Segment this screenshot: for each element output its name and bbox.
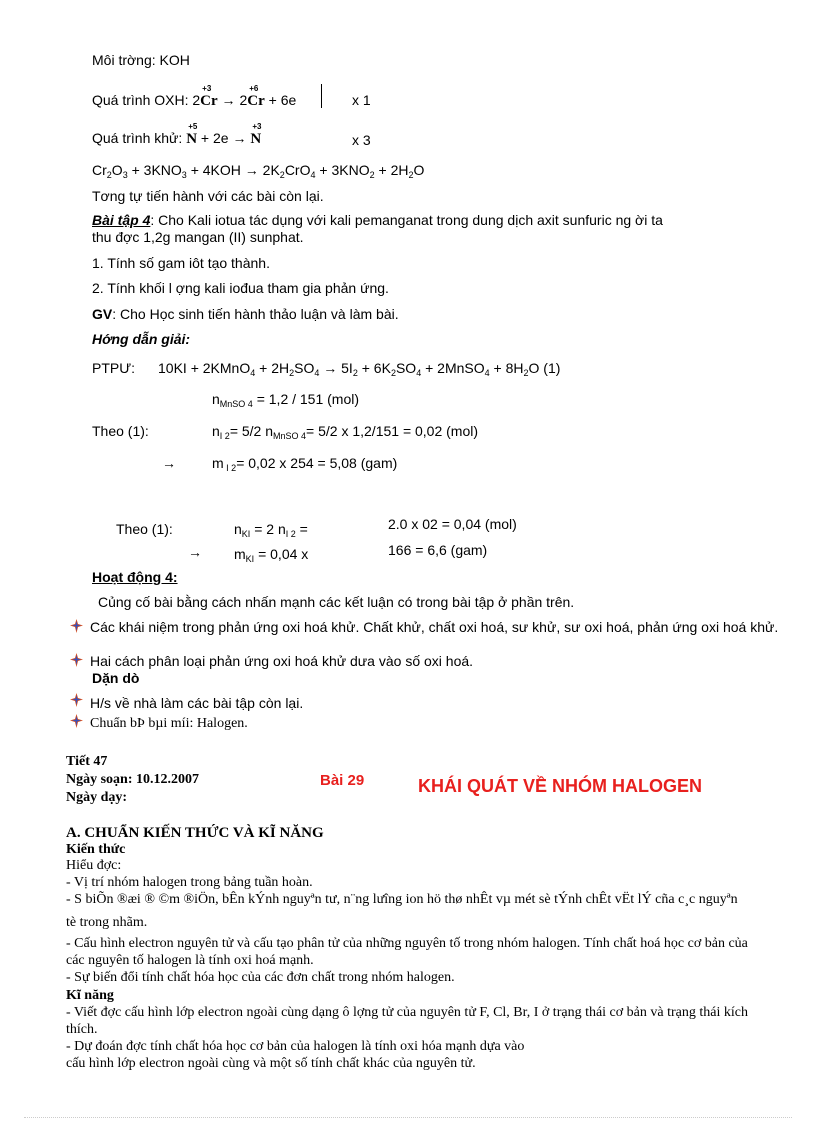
text-cursor — [321, 84, 322, 108]
homework-heading: Dặn dò — [92, 670, 140, 686]
bullet-prepare: Chuẩn bÞ bµi míi: Halogen. — [90, 716, 248, 731]
arrow-1: → — [162, 455, 176, 471]
n-i2-line: $n_{I 2}= 5/2$ $n_{MnSO 4}= 5/2$ x 1,2/151 = 0,02 (mol) — [212, 423, 479, 441]
section-a-heading: A. CHUẨN KIẾN THỨC VÀ KĨ NĂNG — [66, 825, 324, 841]
pin-bullet-icon — [70, 692, 87, 710]
oxidation-process-line: Quá trình OXH: 2 +3 Cr → 2 +6 Cr + 6e — [92, 84, 297, 109]
skills-heading: Kĩ năng — [66, 988, 114, 1003]
arrow-2: → — [188, 544, 202, 560]
knowledge-item-2: - S biÕn ®æi ® ©m ®iÖn, bÊn kÝnh nguyªn tư, n¨ng lưîng ion hö thø nhÊt vµ mét sè tÝnh chÊt vËt lÝ cña c¸c nguyªn — [66, 892, 738, 907]
skill-item-2-cont: cấu hình lớp electron ngoài cùng và một số tính chất khác của nguyên tử. — [66, 1056, 476, 1071]
consolidation-text: Củng cố bài bằng cách nhấn mạnh các kết luận có trong bài tập ở phần trên. — [98, 594, 575, 610]
page-bottom-rule — [24, 1117, 792, 1118]
theo-label-2: Theo (1): — [116, 521, 173, 537]
n-ki-result: 2.0 x 02 = 0,04 (mol) — [388, 516, 517, 532]
teacher-instruction: GV: Cho Học sinh tiến hành thảo luận và làm bài. — [92, 306, 399, 322]
skill-item-1: - Viết đợc cấu hình lớp electron ngoài cùng dạng ô lợng tử của nguyên tử F, Cl, Br, I ở trạng thái cơ bản và trạng thái kích thích. — [66, 1005, 748, 1037]
m-ki-result: 166 = 6,6 (gam) — [388, 542, 488, 558]
n-ki-line: $n_{KI} = 2$ $n_{I 2}$ = — [234, 521, 308, 539]
knowledge-item-1: - Vị trí nhóm halogen trong bảng tuần hoàn. — [66, 875, 313, 890]
knowledge-heading: Kiến thức — [66, 842, 126, 857]
exercise-4-title: Bài tập 4 — [92, 212, 151, 228]
bullet-homework: H/s về nhà làm các bài tập còn lại. — [90, 695, 304, 711]
question-1: 1. Tính số gam iôt tạo thành. — [92, 255, 270, 271]
theo-label-1: Theo (1): — [92, 423, 149, 439]
lesson-number: Tiết 47 — [66, 754, 108, 769]
bullet-concepts: Các khái niệm trong phản ứng oxi hoá khử. Chất khử, chất oxi hoá, sư khử, sư oxi hoá, phản ứng oxi hoá khử. — [90, 619, 779, 635]
similar-note: Tơng tự tiến hành với các bài còn lại. — [92, 188, 324, 204]
pin-bullet-icon — [70, 652, 87, 670]
reaction-equation: 10KI + 2KMnO$_4$ + $2H_2SO_4 \to 5I_2 + 6K_2SO_4$ + 2MnSO$_4$ + $8H_2O$ (1) — [158, 360, 561, 378]
reduction-process-line: Quá trình khử: +5 N + 2e → +3 N — [92, 122, 262, 147]
understand-label: Hiểu đợc: — [66, 858, 122, 873]
exercise-4-line2: thu đợc 1,2g mangan (II) sunphat. — [92, 229, 304, 245]
prepare-date: Ngày soạn: 10.12.2007 — [66, 772, 200, 787]
exercise-4-line1: Bài tập 4: Cho Kali iotua tác dụng với kali pemanganat trong dung dịch axit sunfuric ng ời ta — [92, 212, 663, 228]
activity-4-heading: Hoạt động 4: — [92, 569, 178, 585]
knowledge-item-4: - Sự biến đổi tính chất hóa học của các đơn chất trong nhóm halogen. — [66, 970, 455, 985]
question-2: 2. Tính khối l ợng kali iođua tham gia phản ứng. — [92, 280, 389, 296]
knowledge-item-2-cont: tè trong nhãm. — [66, 915, 148, 930]
environment-line: Môi trờng: KOH — [92, 52, 190, 68]
knowledge-item-3: - Cấu hình electron nguyên tử và cấu tạo phân tử của những nguyên tố trong nhóm halogen. Tính chất hoá học cơ bản của các nguyên tố halogen là tính oxi hoá mạnh. — [66, 936, 748, 968]
skill-item-2: - Dự đoán đợc tính chất hóa học cơ bản của halogen là tính oxi hóa mạnh dựa vào — [66, 1039, 525, 1054]
oxidation-multiplier: x 1 — [352, 92, 371, 108]
n-mnso4-line: $n_{MnSO 4} = 1,2 / 151$ (mol) — [212, 391, 360, 409]
balanced-equation: $Cr_2O_3 + 3KNO_3 + 4KOH \to 2K_2CrO_4 + 3KNO_2 + 2H_2O$ — [92, 162, 425, 180]
reduction-multiplier: x 3 — [352, 132, 371, 148]
guide-heading: Hớng dẫn giải: — [92, 331, 191, 347]
m-i2-line: m $_{I 2}$= 0,02 x 254 = 5,08 (gam) — [212, 455, 398, 473]
reaction-label: PTPƯ: — [92, 360, 136, 376]
lesson-code: Bài 29 — [320, 772, 365, 789]
pin-bullet-icon — [70, 618, 87, 636]
lesson-title: KHÁI QUÁT VỀ NHÓM HALOGEN — [418, 776, 703, 796]
teach-date: Ngày dạy: — [66, 790, 128, 805]
pin-bullet-icon — [70, 713, 87, 731]
bullet-classification: Hai cách phân loại phản ứng oxi hoá khử dưa vào số oxi hoá. — [90, 653, 474, 669]
m-ki-line: $m_{KI} = 0,04$ x — [234, 546, 309, 564]
